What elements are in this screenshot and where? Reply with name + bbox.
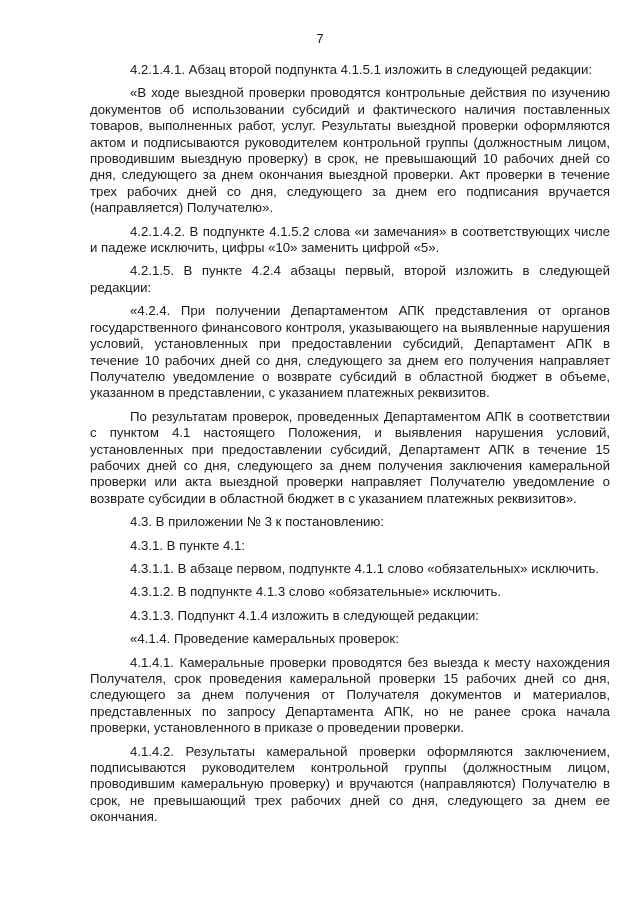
paragraph-quote-4-2-4: «4.2.4. При получении Департаментом АПК представления от органов государственного финансового контроля, указывающего на выявленные нарушения условий, установленных при предоставлении субсидий, Департамент АПК в течение 10 рабочих дней со дня, следующего за днем его получения направляет Получателю уведомление о возврате субсидий в областной бюджет в объеме, указанном в представлении, с указанием платежных реквизитов. <box>90 303 610 401</box>
page-number: 7 <box>316 31 324 46</box>
document-body <box>90 62 610 833</box>
paragraph-4-2-1-4-2: 4.2.1.4.2. В подпункте 4.1.5.2 слова «и замечания» в соответствующих числе и падеже исключить, цифры «10» заменить цифрой «5». <box>90 223 610 256</box>
paragraph-4-3: 4.3. В приложении № 3 к постановлению: <box>130 514 384 530</box>
paragraph-quote-4-1-4: «4.1.4. Проведение камеральных проверок: <box>130 631 399 647</box>
paragraph-4-2-1-5: 4.2.1.5. В пункте 4.2.4 абзацы первый, второй изложить в следующей редакции: <box>90 263 610 295</box>
paragraph-4-3-1-1: 4.3.1.1. В абзаце первом, подпункте 4.1.1 слово «обязательных» исключить. <box>130 560 600 576</box>
paragraph-4-1-4-2: 4.1.4.2. Результаты камеральной проверки оформляются заключением, подписываются руководителем контрольной группы (должностным лицом, проводившим камеральную проверку) и вручаются (направляются) Получателю в срок, не превышающий трех рабочих дней со дня, следующего за днем ее окончания. <box>90 743 610 825</box>
paragraph-inspection-results: По результатам проверок, проведенных Департаментом АПК в соответствии с пунктом 4.1 настоящего Положения, и выявления нарушения условий, установленных при предоставлении субсидий, Департамент АПК в течение 15 рабочих дней со дня, следующего за днем получения заключения камеральной проверки или акта выездной проверки направляет Получателю уведомление о возврате субсидии в областной бюджет в с указанием платежных реквизитов». <box>90 408 610 506</box>
paragraph-quote-field-inspection: «В ходе выездной проверки проводятся контрольные действия по изучению документов об использовании субсидий и фактического наличия поставленных товаров, выполненных работ, услуг. Результаты выездной проверки оформляются актом и подписываются руководителем контрольной группы (должностным лицом, проводившим выездную проверку) в срок, не превышающий 10 рабочих дней со дня, следующего за днем окончания выездной проверки. Акт проверки в течение трех рабочих дней со дня, следующего за днем его подписания вручается (направляется) Получателю». <box>90 85 610 216</box>
paragraph-4-2-1-4-1: 4.2.1.4.1. Абзац второй подпункта 4.1.5.1 изложить в следующей редакции: <box>130 62 593 77</box>
paragraph-4-3-1-2: 4.3.1.2. В подпункте 4.1.3 слово «обязательные» исключить. <box>130 584 502 600</box>
paragraph-4-3-1-3: 4.3.1.3. Подпункт 4.1.4 изложить в следующей редакции: <box>130 607 479 623</box>
paragraph-4-3-1: 4.3.1. В пункте 4.1: <box>130 537 245 553</box>
paragraph-4-1-4-1: 4.1.4.1. Камеральные проверки проводятся без выезда к месту нахождения Получателя, срок проведения камеральной проверки 15 рабочих дней со дня, следующего за днем получения от Получателя документов и материалов, представленных по запросу Департамента АПК, но не ранее срока начала проверки, установленного в приказе о проведении проверки. <box>90 654 610 736</box>
